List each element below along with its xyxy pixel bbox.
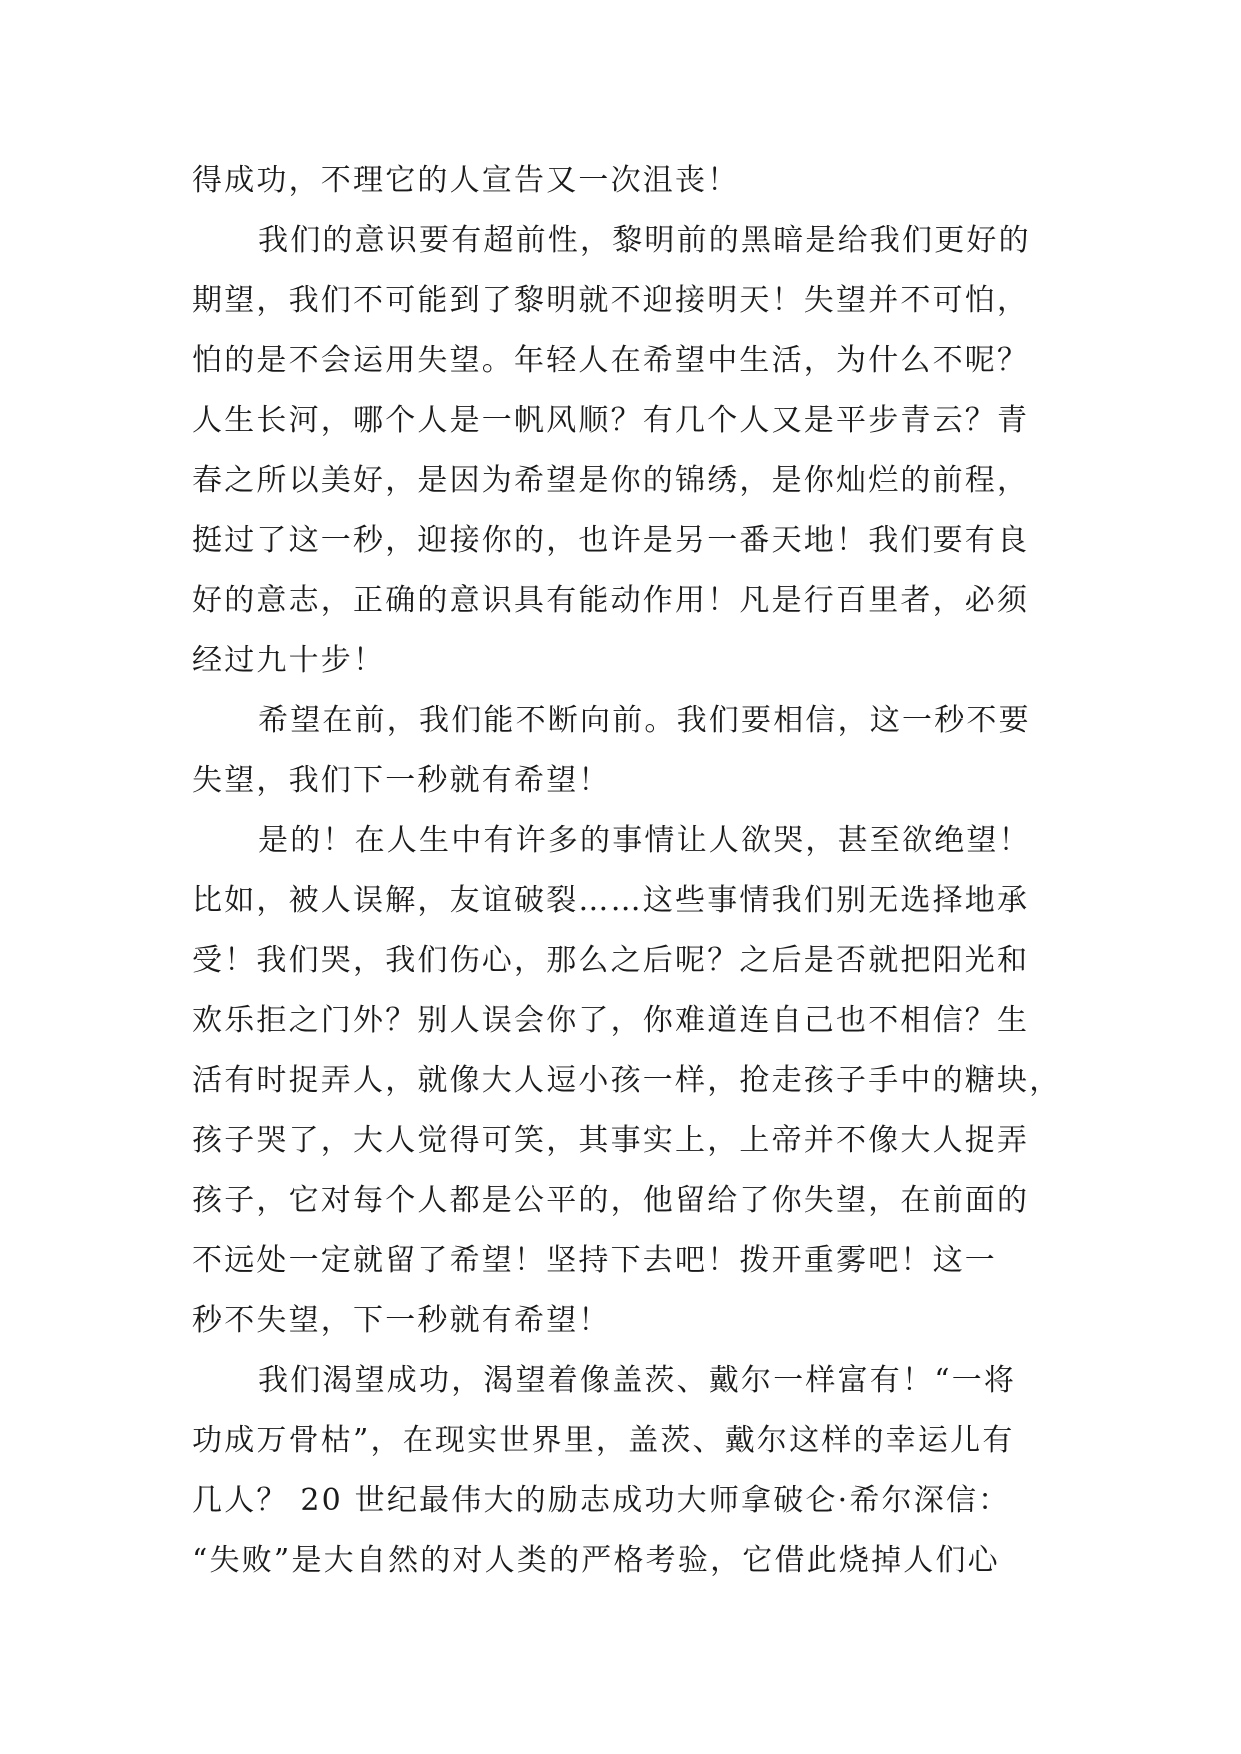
paragraph-4 [192,811,1062,1351]
text-line: 比如，被人误解，友谊破裂……这些事情我们别无选择地承 [192,883,1030,918]
text-line: 得成功，不理它的人宣告又一次沮丧！ [192,163,740,198]
text-line: 经过九十步！ [192,643,386,678]
text-line: 春之所以美好，是因为希望是你的锦绣，是你灿烂的前程， [192,463,1030,498]
text-line: 希望在前，我们能不断向前。我们要相信，这一秒不要 [258,703,1031,738]
text-line: 怕的是不会运用失望。年轻人在希望中生活，为什么不呢？ [192,343,1030,378]
paragraph-5 [192,1351,1050,1591]
text-line: 孩子，它对每个人都是公平的，他留给了你失望，在前面的 [192,1183,1030,1218]
text-line: 欢乐拒之门外？别人误会你了，你难道连自己也不相信？生 [192,1003,1030,1038]
text-line: 孩子哭了，大人觉得可笑，其事实上，上帝并不像大人捉弄 [192,1123,1030,1158]
text-line: 受！我们哭，我们伤心，那么之后呢？之后是否就把阳光和 [192,943,1030,978]
text-line: 人生长河，哪个人是一帆风顺？有几个人又是平步青云？青 [192,403,1030,438]
text-line: 好的意志，正确的意识具有能动作用！凡是行百里者，必须 [192,583,1030,618]
text-line: 秒不失望，下一秒就有希望！ [192,1303,611,1338]
text-line: 活有时捉弄人，就像大人逗小孩一样，抢走孩子手中的糖块， [192,1063,1062,1098]
text-line: 是的！在人生中有许多的事情让人欲哭，甚至欲绝望！ [258,823,1031,858]
text-line: 期望，我们不可能到了黎明就不迎接明天！失望并不可怕， [192,283,1030,318]
text-line: 不远处一定就留了希望！坚持下去吧！拨开重雾吧！这一 [192,1243,997,1278]
body-text [192,151,1062,1591]
text-line: 我们渴望成功，渴望着像盖茨、戴尔一样富有！“一将 [258,1363,1017,1398]
text-line: 失望，我们下一秒就有希望！ [192,763,611,798]
paragraph-2 [192,211,1050,691]
text-line: 挺过了这一秒，迎接你的，也许是另一番天地！我们要有良 [192,523,1030,558]
paragraph-1 [192,151,1050,211]
text-line: 我们的意识要有超前性，黎明前的黑暗是给我们更好的 [258,223,1031,258]
text-line: “失败”是大自然的对人类的严格考验，它借此烧掉人们心 [192,1543,1000,1578]
text-line: 功成万骨枯”，在现实世界里，盖茨、戴尔这样的幸运儿有 [192,1423,1015,1458]
paragraph-3 [192,691,1050,811]
text-line: 几人？ 20 世纪最伟大的励志成功大师拿破仑·希尔深信： [192,1483,1011,1518]
